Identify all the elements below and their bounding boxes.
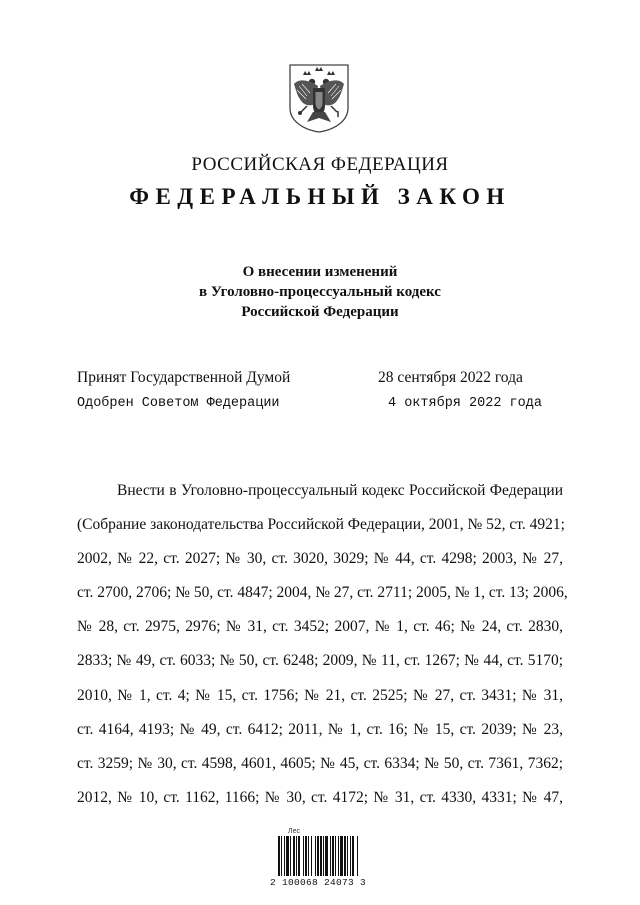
- council-approval-row: [0, 396, 640, 418]
- body-text-line: 2002, № 22, ст. 2027; № 30, ст. 3020, 3029; № 44, ст. 4298; 2003, № 27,: [77, 550, 563, 568]
- barcode-number: 2 100068 24073 3: [269, 877, 366, 888]
- body-text-line: ст. 3259; № 30, ст. 4598, 4601, 4605; № 45, ст. 6334; № 50, ст. 7361, 7362;: [77, 754, 563, 772]
- barcode-handwritten-mark: Лес: [288, 828, 300, 835]
- law-title-line-2: в Уголовно-процессуальный кодекс: [199, 284, 441, 300]
- council-approval-label: Одобрен Советом Федерации: [77, 396, 280, 411]
- body-text-line: 2012, № 10, ст. 1162, 1166; № 30, ст. 4172; № 31, ст. 4330, 4331; № 47,: [77, 788, 563, 806]
- body-text-line: ст. 2700, 2706; № 50, ст. 4847; 2004, № 27, ст. 2711; 2005, № 1, ст. 13; 2006,: [77, 584, 568, 602]
- country-name: РОССИЙСКАЯ ФЕДЕРАЦИЯ: [191, 154, 449, 175]
- body-text-line: ст. 4164, 4193; № 49, ст. 6412; 2011, № 1, ст. 16; № 15, ст. 2039; № 23,: [77, 720, 563, 738]
- council-approval-date: 4 октября 2022 года: [388, 396, 542, 411]
- law-title-line-3: Российской Федерации: [241, 304, 399, 320]
- duma-adoption-label: Принят Государственной Думой: [77, 369, 291, 386]
- body-text-line: 2010, № 1, ст. 4; № 15, ст. 1756; № 21, ст. 2525; № 27, ст. 3431; № 31,: [77, 686, 563, 704]
- barcode-bars: [268, 836, 368, 878]
- body-text-line: 2833; № 49, ст. 6033; № 50, ст. 6248; 2009, № 11, ст. 1267; № 44, ст. 5170;: [77, 652, 563, 670]
- law-body-text: [77, 480, 568, 821]
- body-text-line: Внести в Уголовно-процессуальный кодекс Российской Федерации: [117, 482, 563, 499]
- duma-adoption-row: [0, 369, 640, 391]
- document-type-heading: ФЕДЕРАЛЬНЫЙ ЗАКОН: [129, 184, 511, 209]
- document-barcode: [268, 828, 368, 892]
- state-emblem: [287, 62, 351, 134]
- body-text-line: (Собрание законодательства Российской Федерации, 2001, № 52, ст. 4921;: [77, 516, 565, 534]
- body-text-line: № 28, ст. 2975, 2976; № 31, ст. 3452; 2007, № 1, ст. 46; № 24, ст. 2830,: [77, 618, 563, 636]
- law-title-line-1: О внесении изменений: [242, 264, 398, 280]
- law-title: [0, 262, 640, 322]
- duma-adoption-date: 28 сентября 2022 года: [378, 369, 523, 386]
